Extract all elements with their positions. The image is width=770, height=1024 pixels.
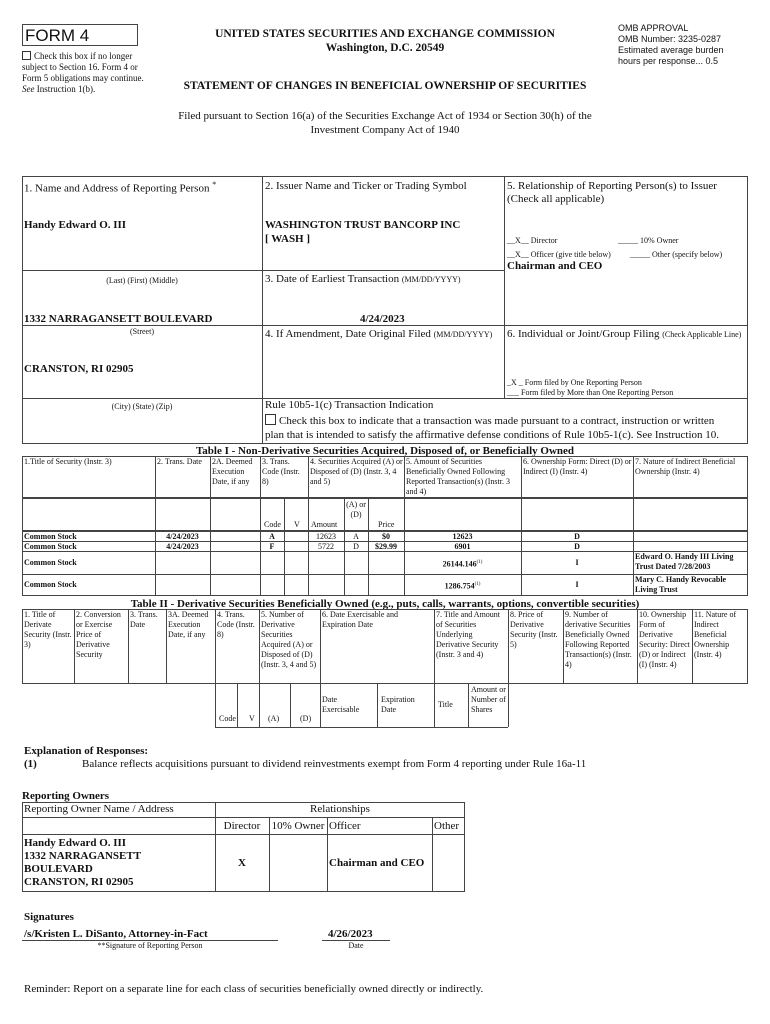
checkbox-text: Check this box if no longer subject to Section 16. Form 4 or Form 5 obligations may continue.	[22, 51, 144, 83]
t1-h3: 3. Trans. Code (Instr. 8)	[262, 457, 300, 486]
t1-row1-owned: 12623	[452, 532, 473, 541]
officer-check: __X__ Officer (give title below)	[507, 250, 611, 259]
director-check: __X__ Director	[507, 236, 558, 245]
box1-label: 1. Name and Address of Reporting Person *	[24, 180, 217, 195]
form-title-box	[22, 24, 138, 46]
owner-address	[24, 837, 141, 889]
signature-date: 4/26/2023	[328, 928, 373, 940]
ticker-symbol: [ WASH ]	[265, 233, 311, 245]
owners-col-officer: Officer	[329, 820, 361, 832]
t1-row3-nature: Edward O. Handy III Living Trust Dated 7/28/2003	[635, 552, 734, 571]
signature-caption: **Signature of Reporting Person	[97, 941, 203, 950]
reporting-person-street: 1332 NARRAGANSETT BOULEVARD	[24, 313, 213, 325]
explanation-num: (1)	[24, 758, 37, 770]
signature-name: /s/Kristen L. DiSanto, Attorney-in-Fact	[24, 928, 208, 940]
earliest-transaction-date: 4/24/2023	[360, 313, 405, 325]
t2-sub-amount: Amount or Number of Shares	[471, 685, 506, 714]
t1-row2-aord: D	[353, 542, 359, 551]
no-longer-subject-checkbox-group	[22, 51, 152, 95]
owner-address-line-3: BOULEVARD	[24, 863, 93, 875]
t1-row1-title: Common Stock	[24, 532, 77, 541]
owner-officer-title: Chairman and CEO	[329, 857, 425, 869]
owner-director-mark: X	[238, 857, 246, 869]
one-person-filing: _X _ Form filed by One Reporting Person	[507, 378, 642, 387]
t1-h7: 7. Nature of Indirect Beneficial Ownership (Instr. 4)	[635, 457, 736, 476]
form-title: FORM 4	[25, 26, 90, 45]
reporting-person-city: CRANSTON, RI 02905	[24, 363, 134, 375]
t2-h7: 7. Title and Amount of Securities Underlying Derivative Security (Instr. 3 and 4)	[436, 610, 501, 659]
statement-title: STATEMENT OF CHANGES IN BENEFICIAL OWNERSHIP OF SECURITIES	[183, 80, 587, 92]
t1-row4-form: I	[575, 580, 579, 589]
owner-address-line-1: Handy Edward O. III	[24, 837, 127, 849]
street-subcaption: (Street)	[130, 327, 154, 336]
t1-row2-owned: 6901	[454, 542, 471, 551]
t1-h2: 2. Trans. Date	[157, 457, 202, 466]
t1-sub-aord: (A) or (D)	[346, 500, 366, 519]
t1-h2a: 2A. Deemed Execution Date, if any	[212, 457, 253, 486]
t1-row1-price: $0	[382, 532, 390, 541]
signature-date-caption: Date	[348, 941, 364, 950]
t1-row1-date: 4/24/2023	[166, 532, 199, 541]
t1-row2-price: $29.99	[375, 542, 397, 551]
issuer-name: WASHINGTON TRUST BANCORP INC	[265, 219, 461, 231]
explanation-text: Balance reflects acquisitions pursuant to dividend reinvestments exempt from Form 4 reporting under Rule 16a-11	[82, 758, 587, 770]
owners-heading: Reporting Owners	[22, 790, 110, 802]
t1-row1-form: D	[574, 532, 580, 541]
name-subcaption: (Last) (First) (Middle)	[106, 276, 178, 285]
t2-h3a: 3A. Deemed Execution Date, if any	[168, 610, 209, 639]
t1-row3-form: I	[575, 558, 579, 567]
owner-address-line-4: CRANSTON, RI 02905	[24, 876, 134, 888]
t2-h11: 11. Nature of Indirect Beneficial Ownership (Instr. 4)	[694, 610, 737, 659]
t1-row1-amount: 12623	[316, 532, 336, 541]
t2-h6: 6. Date Exercisable and Expiration Date	[322, 610, 398, 629]
t1-h4: 4. Securities Acquired (A) or Disposed of (D) (Instr. 3, 4 and 5)	[310, 457, 403, 486]
omb-line-2: OMB Number: 3235-0287	[618, 34, 722, 44]
owners-col-director: Director	[223, 820, 261, 832]
t1-h1: 1.Title of Security (Instr. 3)	[24, 457, 112, 466]
t1-row2-date: 4/24/2023	[166, 542, 199, 551]
table1-title: Table I - Non-Derivative Securities Acquired, Disposed of, or Beneficially Owned	[195, 445, 575, 457]
t2-h4: 4. Trans. Code (Instr. 8)	[217, 610, 255, 639]
agency-name: UNITED STATES SECURITIES AND EXCHANGE COMMISSION	[215, 28, 555, 40]
rule10b5-checkbox[interactable]	[265, 414, 276, 425]
box2-label: 2. Issuer Name and Ticker or Trading Symbol	[265, 180, 467, 192]
t2-sub-date-ex: Date Exercisable	[322, 695, 360, 714]
owners-col-name: Reporting Owner Name / Address	[24, 803, 174, 815]
omb-line-3: Estimated average burden	[618, 45, 724, 55]
omb-line-1: OMB APPROVAL	[618, 23, 689, 33]
t1-row4-title: Common Stock	[24, 580, 77, 589]
t2-h9: 9. Number of derivative Securities Beneficially Owned Following Reported Transaction(s) (Instr. 4)	[565, 610, 632, 669]
t2-h5: 5. Number of Derivative Securities Acquired (A) or Disposed of (D) (Instr. 3, 4 and 5)	[261, 610, 317, 669]
t1-sub-v: V	[294, 520, 300, 529]
box4-label: 4. If Amendment, Date Original Filed (MM/DD/YYYY)	[265, 328, 493, 340]
owners-col-relationships: Relationships	[310, 803, 370, 815]
agency-location: Washington, D.C. 20549	[325, 42, 445, 54]
omb-approval	[618, 23, 758, 67]
t1-row1-aord: A	[353, 532, 359, 541]
checkbox-see: See	[22, 84, 35, 94]
t1-row4-owned: 1286.754$^{(1)}$	[444, 581, 481, 591]
t2-h10: 10. Ownership Form of Derivative Security: Direct (D) or Indirect (I) (Instr. 4)	[639, 610, 690, 669]
rule10b5-text-2: plan that is intended to satisfy the affirmative defense conditions of Rule 10b5-1(c). See Instruction 10.	[265, 429, 720, 441]
t1-row2-form: D	[574, 542, 580, 551]
t1-sub-code: Code	[264, 520, 281, 529]
explanation-heading: Explanation of Responses:	[24, 745, 149, 757]
t2-sub-title: Title	[438, 700, 453, 709]
t2-sub-a: (A)	[268, 714, 280, 723]
checkbox-instr: Instruction 1(b).	[36, 84, 96, 94]
owners-col-ten-pct: 10% Owner	[271, 820, 325, 832]
rule10b5-label: Rule 10b5-1(c) Transaction Indication	[265, 399, 434, 411]
box5-label-1: 5. Relationship of Reporting Person(s) to Issuer	[507, 180, 717, 192]
filed-pursuant-line-1: Filed pursuant to Section 16(a) of the Securities Exchange Act of 1934 or Section 30(h) of the	[178, 110, 592, 122]
other-check: _____ Other (specify below)	[630, 250, 723, 259]
t2-h8: 8. Price of Derivative Security (Instr. 5)	[510, 610, 558, 649]
reminder-text: Reminder: Report on a separate line for each class of securities beneficially owned directly or indirectly.	[24, 983, 484, 995]
t2-sub-d: (D)	[300, 714, 312, 723]
no-longer-subject-checkbox[interactable]	[22, 51, 31, 60]
reporting-person-name: Handy Edward O. III	[24, 219, 127, 231]
t2-sub-code: Code	[219, 714, 236, 723]
officer-title: Chairman and CEO	[507, 260, 603, 272]
box3-label: 3. Date of Earliest Transaction (MM/DD/YYYY)	[265, 273, 461, 285]
t1-row3-title: Common Stock	[24, 558, 77, 567]
signatures-heading: Signatures	[24, 911, 74, 923]
t2-sub-v: V	[249, 714, 255, 723]
t1-row2-code: F	[269, 542, 275, 551]
owners-col-other: Other	[434, 820, 460, 832]
t2-h2: 2. Conversion or Exercise Price of Derivative Security	[76, 610, 121, 659]
t2-h3: 3. Trans. Date	[130, 610, 158, 629]
t1-sub-amount: Amount	[311, 520, 338, 529]
box6-label: 6. Individual or Joint/Group Filing (Check Applicable Line)	[507, 328, 742, 340]
t2-h1: 1. Title of Derivate Security (Instr. 3)	[24, 610, 72, 649]
owner-address-line-2: 1332 NARRAGANSETT	[24, 850, 142, 862]
t1-row4-nature: Mary C. Handy Revocable Living Trust	[635, 575, 727, 594]
t1-row3-owned: 26144.146$^{(1)}$	[442, 559, 483, 569]
t1-row1-code: A	[269, 532, 275, 541]
omb-line-4: hours per response... 0.5	[618, 56, 719, 66]
more-persons-filing: ___ Form filed by More than One Reporting Person	[507, 388, 674, 397]
t1-sub-price: Price	[378, 520, 395, 529]
t1-row2-title: Common Stock	[24, 542, 77, 551]
ten-pct-owner-check: _____ 10% Owner	[618, 236, 679, 245]
city-subcaption: (City) (State) (Zip)	[111, 402, 173, 411]
t1-h5: 5. Amount of Securities Beneficially Owned Following Reported Transaction(s) (Instr. 3 and 4)	[406, 457, 510, 496]
t1-row2-amount: 5722	[318, 542, 334, 551]
filed-pursuant-line-2: Investment Company Act of 1940	[310, 124, 460, 136]
box5-label-2: (Check all applicable)	[507, 193, 605, 205]
table2-title: Table II - Derivative Securities Beneficially Owned (e.g., puts, calls, warrants, options, convertible securities)	[130, 598, 640, 610]
t1-h6: 6. Ownership Form: Direct (D) or Indirect (I) (Instr. 4)	[523, 457, 632, 476]
t2-sub-exp: Expiration Date	[381, 695, 415, 714]
rule10b5-text-1: Check this box to indicate that a transaction was made pursuant to a contract, instruction or written	[265, 414, 714, 428]
